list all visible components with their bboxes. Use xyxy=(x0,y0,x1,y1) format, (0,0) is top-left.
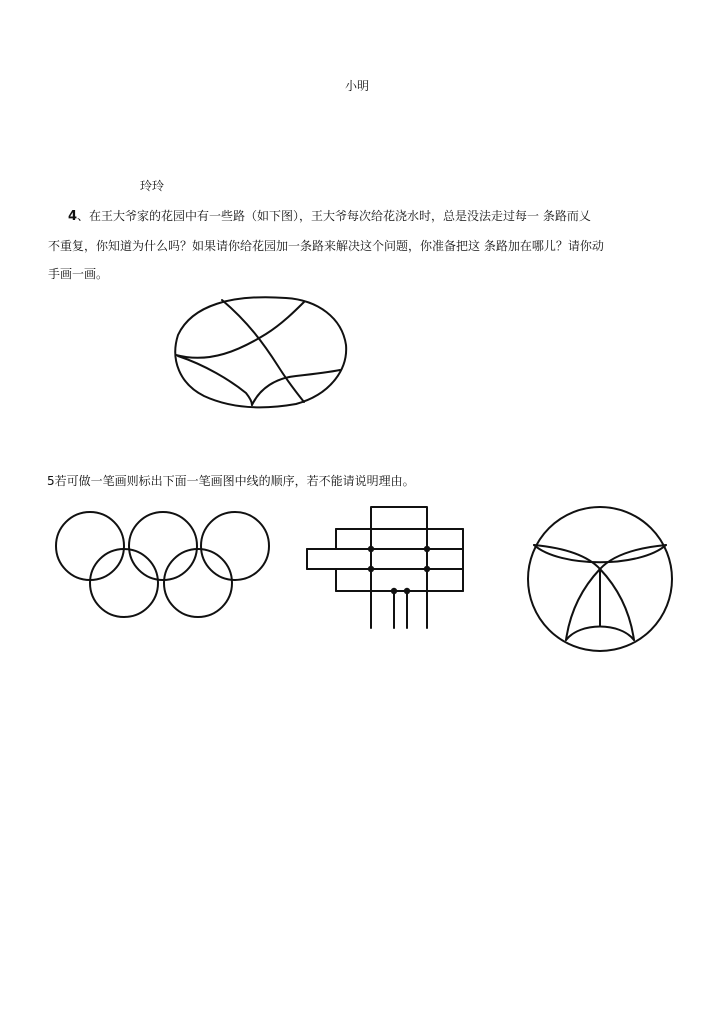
question-4-number: 4 xyxy=(68,209,78,224)
question-4-text-1: 、在王大爷家的花园中有一些路（如下图），王大爷每次给花浇水时，总是没法走过每一 条路而乂 xyxy=(77,209,591,223)
question-4-line-2: 不重复，你知道为什么吗？如果请你给花园加一条路来解决这个问题，你准备把这 条路加在哪儿？请你动 xyxy=(48,239,604,253)
left-upper-arc xyxy=(534,545,600,569)
question-5-text: 5若可做一笔画则标出下面一笔画图中线的顺序，若不能请说明理由。 xyxy=(47,474,415,488)
question-4-line-3: 手画一画。 xyxy=(48,267,109,281)
name-lingling: 玲玲 xyxy=(140,179,165,193)
bottom-arc xyxy=(566,627,634,641)
right-upper-arc xyxy=(600,545,666,569)
name-xiaoming: 小明 xyxy=(345,79,370,93)
